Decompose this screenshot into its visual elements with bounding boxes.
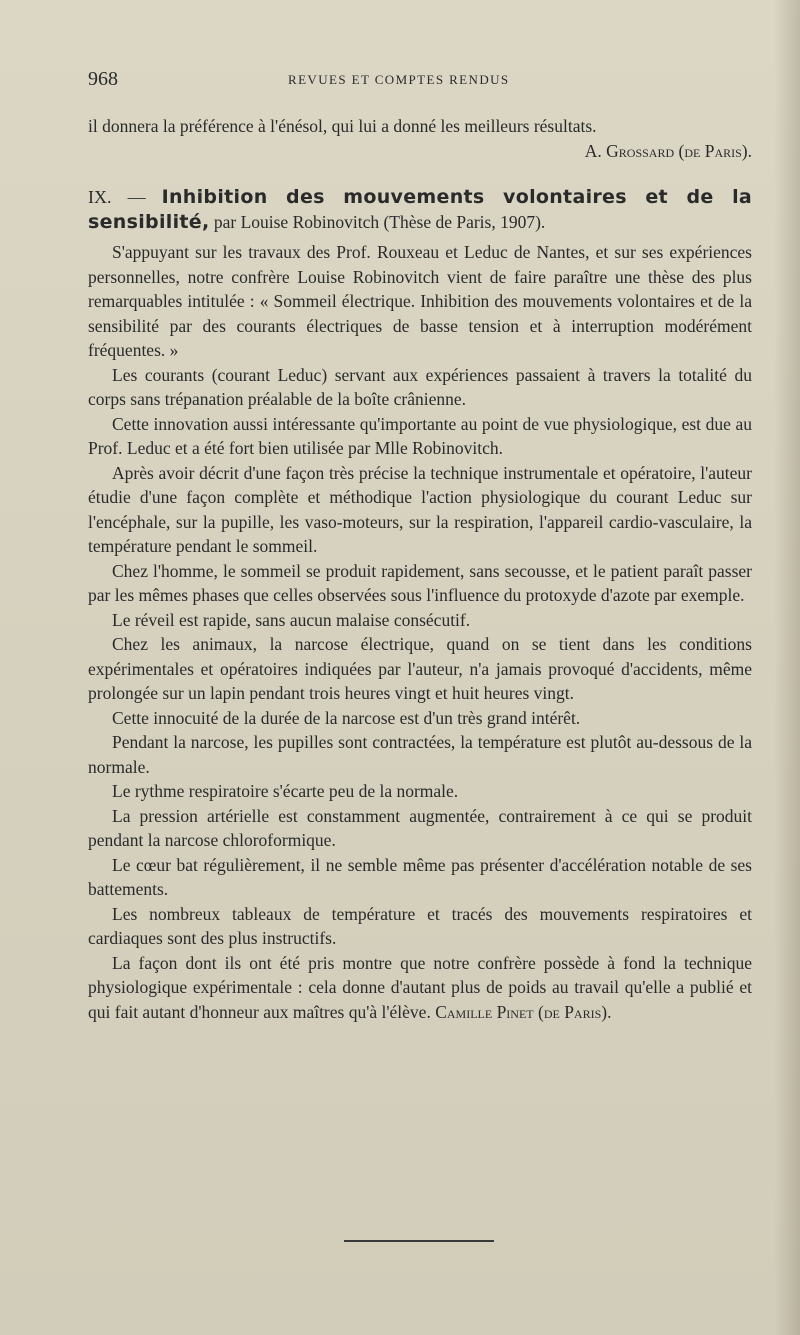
paragraph: Après avoir décrit d'une façon très précise la technique instrumentale et opératoire, l'auteur étudie d'une façon complète et méthodique l'action physiologique du courant Leduc sur l'encéphale, sur la pupille, les vaso-moteurs, sur la respiration, l'appareil cardio-vasculaire, la température pendant le sommeil.: [88, 462, 752, 556]
section-number: IX. —: [88, 187, 146, 207]
section-heading: [88, 185, 752, 234]
closing-signature: Camille Pinet (de Paris).: [435, 1001, 612, 1022]
running-head: [88, 68, 752, 96]
paragraph: Le rythme respiratoire s'écarte peu de la normale.: [112, 781, 459, 801]
paragraph: La pression artérielle est constamment augmentée, contrairement à ce qui se produit pendant la narcose chloroformique.: [88, 805, 752, 850]
section-end-rule: [344, 1240, 494, 1242]
paragraph: Les courants (courant Leduc) servant aux expériences passaient à travers la totalité du corps sans trépanation préalable de la boîte crânienne.: [88, 364, 752, 409]
paragraph: Cette innocuité de la durée de la narcose est d'un très grand intérêt.: [112, 707, 581, 728]
paragraph: Cette innovation aussi intéressante qu'importante au point de vue physiologique, est due au Prof. Leduc et a été fort bien utilisée par Mlle Robinovitch.: [88, 413, 752, 458]
preceding-text: il donnera la préférence à l'énésol, qui lui a donné les meilleurs résultats.: [88, 116, 597, 136]
page-number: 968: [88, 68, 118, 90]
paragraph: Les nombreux tableaux de température et tracés des mouvements respiratoires et cardiaques sont des plus instructifs.: [88, 903, 752, 948]
paragraph: Chez les animaux, la narcose électrique, quand on se tient dans les conditions expérimentales et opératoires indiquées par l'auteur, n'a jamais provoqué d'accidents, même prolongée sur un lapin pendant trois heures vingt et huit heures vingt.: [88, 634, 752, 703]
final-paragraph: La façon dont ils ont été pris montre que notre confrère possède à fond la technique physiologique expérimentale : cela donne d'autant plus de poids au travail qu'elle a publié et qui fait autant d'honneur aux maîtres qu'à l'élève. Camille Pinet (de Paris).: [88, 952, 752, 1022]
running-title: REVUES ET COMPTES RENDUS: [288, 72, 510, 87]
section-title: Inhibition des mouvements volontaires et de la sensibilité,: [88, 186, 752, 233]
page-edge-shadow: [774, 0, 800, 1335]
article-body: [88, 114, 752, 1024]
paragraph: Chez l'homme, le sommeil se produit rapidement, sans secousse, et le patient paraît passer par les mêmes phases que celles observées sous l'influence du protoxyde d'azote par exemple.: [88, 560, 752, 605]
paragraph: Le réveil est rapide, sans aucun malaise consécutif.: [112, 609, 471, 630]
paragraph: S'appuyant sur les travaux des Prof. Rouxeau et Leduc de Nantes, et sur ses expériences personnelles, notre confrère Louise Robinovitch vient de faire paraître une thèse des plus remarquables intitulée : « Sommeil électrique. Inhibition des mouvements volontaires et de la sensibilité par des courants électriques de basse tension et à interruption modérément fréquentes. »: [88, 242, 752, 360]
section-byline: par Louise Robinovitch (Thèse de Paris, 1907).: [213, 211, 546, 232]
preceding-signature: A. Grossard (de Paris).: [584, 140, 752, 161]
paragraph: Pendant la narcose, les pupilles sont contractées, la température est plutôt au-dessous de la normale.: [88, 732, 752, 777]
paragraph: Le cœur bat régulièrement, il ne semble même pas présenter d'accélération notable de ses battements.: [88, 854, 752, 899]
